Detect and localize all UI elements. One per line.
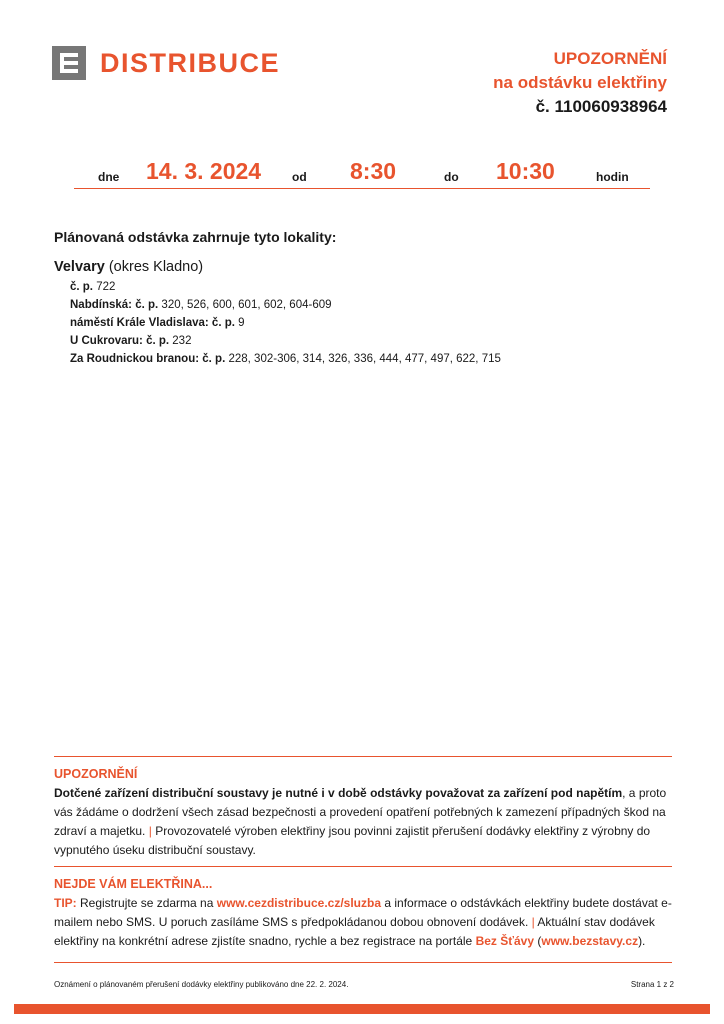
warning-title: UPOZORNĚNÍ — [54, 767, 138, 781]
address-item: Nabdínská: č. p. 320, 526, 600, 601, 602, 604-609 — [70, 299, 332, 311]
divider — [54, 756, 672, 757]
portal-name: Bez Šťávy — [475, 934, 535, 948]
day-label: dne — [98, 170, 120, 184]
town-heading — [54, 259, 203, 275]
from-label: od — [292, 170, 307, 184]
divider — [54, 866, 672, 867]
town-district: (okres Kladno) — [108, 259, 204, 275]
brand-name: DISTRIBUCE — [100, 48, 281, 78]
unit-label: hodin — [596, 170, 629, 184]
outage-date: 14. 3. 2024 — [146, 158, 262, 184]
divider — [54, 962, 672, 963]
cez-logo-icon — [52, 46, 86, 80]
to-time: 10:30 — [496, 158, 555, 184]
address-item: náměstí Krále Vladislava: č. p. 9 — [70, 317, 245, 329]
to-label: do — [444, 170, 459, 184]
no-power-text: TIP: Registrujte se zdarma na www.cezdistribuce.cz/sluzba a informace o odstávkách elektřiny budete dostávat e-mailem nebo SMS. U poruch zasíláme SMS s předpokládanou dobou obnovení dodávek. | Aktuální stav dodávek elektřiny na konkrétní adrese zjistíte snadno, rychle a bez registrace na portále Bez Šťávy (www.bezstavy.cz). — [54, 896, 672, 948]
notice-subtitle: na odstávku elektřiny — [493, 73, 667, 92]
address-list — [70, 278, 501, 368]
no-power-title: NEJDE VÁM ELEKTŘINA... — [54, 877, 213, 891]
notice-title: UPOZORNĚNÍ — [553, 49, 667, 68]
bottom-band — [14, 1004, 710, 1014]
from-time: 8:30 — [350, 158, 397, 184]
brand-logo — [52, 46, 280, 80]
address-item: č. p. 722 — [70, 281, 116, 293]
warning-text: Dotčené zařízení distribuční soustavy je nutné i v době odstávky považovat za zařízení pod napětím, a proto vás žádáme o dodržení všech zásad bezpečnosti a provedení opatření potřebných k zamezení případných škod na zdraví a majetku. | Provozovatelé výroben elektřiny jsou povinni zajistit přerušení dodávky elektřiny z výrobny do vypnutého úseku distribuční soustavy. — [54, 786, 667, 857]
registration-link[interactable]: www.cezdistribuce.cz/sluzba — [216, 896, 382, 910]
schedule-row — [74, 155, 650, 189]
publication-note: Oznámení o plánovaném přerušení dodávky elektřiny publikováno dne 22. 2. 2024. — [54, 980, 349, 989]
address-item: Za Roudnickou branou: č. p. 228, 302-306, 314, 326, 336, 444, 477, 497, 622, 715 — [70, 353, 501, 365]
address-item: U Cukrovaru: č. p. 232 — [70, 335, 192, 347]
locations-intro: Plánovaná odstávka zahrnuje tyto lokality: — [54, 229, 337, 245]
notice-header — [493, 47, 667, 119]
notice-number: č. 110060938964 — [535, 97, 667, 116]
town-name: Velvary — [54, 259, 105, 275]
page-number: Strana 1 z 2 — [630, 980, 674, 989]
portal-link[interactable]: www.bezstavy.cz — [541, 934, 639, 948]
